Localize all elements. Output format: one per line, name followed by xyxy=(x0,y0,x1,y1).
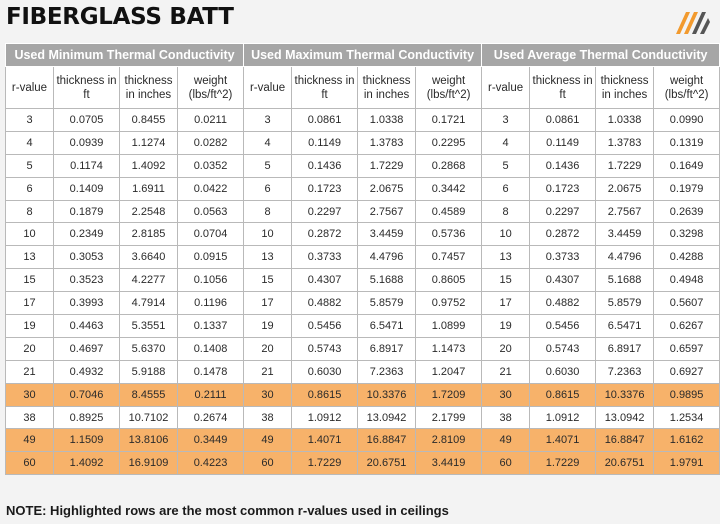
avg-weight-cell: 1.6162 xyxy=(654,429,720,452)
max-thickness-inches-cell: 3.4459 xyxy=(358,223,416,246)
avg-thickness-inches-cell: 20.6751 xyxy=(596,452,654,475)
insulation-table xyxy=(5,43,720,475)
min-thickness-ft-cell: 0.3053 xyxy=(54,246,120,269)
min-weight-cell: 0.4223 xyxy=(178,452,244,475)
avg-thickness-inches-cell: 6.8917 xyxy=(596,337,654,360)
avg-weight-cell: 0.0990 xyxy=(654,109,720,132)
min-thickness-ft-cell: 0.4463 xyxy=(54,315,120,338)
r-value-cell: 17 xyxy=(6,292,54,315)
max-weight-cell: 0.3442 xyxy=(416,177,482,200)
table-row xyxy=(6,269,720,292)
max-weight-cell: 0.4589 xyxy=(416,200,482,223)
col-weight: weight (lbs/ft^2) xyxy=(178,67,244,109)
footnote: NOTE: Highlighted rows are the most common r-values used in ceilings xyxy=(6,503,449,518)
r-value-cell: 49 xyxy=(244,429,292,452)
avg-thickness-ft-cell: 1.7229 xyxy=(530,452,596,475)
min-weight-cell: 0.2674 xyxy=(178,406,244,429)
table-row xyxy=(6,315,720,338)
max-weight-cell: 0.7457 xyxy=(416,246,482,269)
max-thickness-inches-cell: 7.2363 xyxy=(358,360,416,383)
max-thickness-inches-cell: 1.3783 xyxy=(358,131,416,154)
min-weight-cell: 0.3449 xyxy=(178,429,244,452)
min-thickness-inches-cell: 0.8455 xyxy=(120,109,178,132)
avg-thickness-ft-cell: 0.2872 xyxy=(530,223,596,246)
r-value-cell: 38 xyxy=(6,406,54,429)
r-value-cell: 49 xyxy=(6,429,54,452)
avg-thickness-ft-cell: 0.4307 xyxy=(530,269,596,292)
avg-thickness-ft-cell: 1.4071 xyxy=(530,429,596,452)
table-row xyxy=(6,154,720,177)
r-value-cell: 17 xyxy=(244,292,292,315)
avg-weight-cell: 0.4288 xyxy=(654,246,720,269)
max-weight-cell: 0.9752 xyxy=(416,292,482,315)
max-thickness-ft-cell: 0.6030 xyxy=(292,360,358,383)
max-thickness-ft-cell: 0.1149 xyxy=(292,131,358,154)
r-value-cell: 60 xyxy=(244,452,292,475)
max-weight-cell: 0.5736 xyxy=(416,223,482,246)
min-thickness-ft-cell: 0.1879 xyxy=(54,200,120,223)
r-value-cell: 13 xyxy=(6,246,54,269)
max-thickness-ft-cell: 1.0912 xyxy=(292,406,358,429)
avg-weight-cell: 0.3298 xyxy=(654,223,720,246)
group-header-min: Used Minimum Thermal Conductivity xyxy=(6,44,244,67)
max-thickness-inches-cell: 2.0675 xyxy=(358,177,416,200)
table-row xyxy=(6,223,720,246)
min-weight-cell: 0.2111 xyxy=(178,383,244,406)
max-thickness-inches-cell: 5.8579 xyxy=(358,292,416,315)
col-r-value: r-value xyxy=(244,67,292,109)
r-value-cell: 60 xyxy=(482,452,530,475)
min-thickness-inches-cell: 2.2548 xyxy=(120,200,178,223)
r-value-cell: 17 xyxy=(482,292,530,315)
max-thickness-inches-cell: 20.6751 xyxy=(358,452,416,475)
table-row xyxy=(6,360,720,383)
r-value-cell: 21 xyxy=(244,360,292,383)
min-weight-cell: 0.0211 xyxy=(178,109,244,132)
avg-thickness-inches-cell: 3.4459 xyxy=(596,223,654,246)
max-thickness-inches-cell: 5.1688 xyxy=(358,269,416,292)
col-weight: weight (lbs/ft^2) xyxy=(416,67,482,109)
min-thickness-ft-cell: 0.0939 xyxy=(54,131,120,154)
r-value-cell: 15 xyxy=(482,269,530,292)
r-value-cell: 20 xyxy=(482,337,530,360)
avg-thickness-ft-cell: 0.1723 xyxy=(530,177,596,200)
min-thickness-ft-cell: 0.7046 xyxy=(54,383,120,406)
table-row xyxy=(6,383,720,406)
min-thickness-ft-cell: 1.1509 xyxy=(54,429,120,452)
max-thickness-ft-cell: 0.1723 xyxy=(292,177,358,200)
table-row xyxy=(6,406,720,429)
avg-thickness-ft-cell: 0.3733 xyxy=(530,246,596,269)
min-thickness-ft-cell: 0.1174 xyxy=(54,154,120,177)
max-weight-cell: 0.1721 xyxy=(416,109,482,132)
r-value-cell: 21 xyxy=(482,360,530,383)
group-header-row xyxy=(6,44,720,67)
max-thickness-ft-cell: 0.2297 xyxy=(292,200,358,223)
avg-thickness-inches-cell: 1.0338 xyxy=(596,109,654,132)
max-weight-cell: 1.7209 xyxy=(416,383,482,406)
r-value-cell: 30 xyxy=(6,383,54,406)
avg-thickness-ft-cell: 0.5456 xyxy=(530,315,596,338)
avg-thickness-inches-cell: 5.8579 xyxy=(596,292,654,315)
avg-thickness-ft-cell: 0.1436 xyxy=(530,154,596,177)
max-thickness-ft-cell: 0.2872 xyxy=(292,223,358,246)
r-value-cell: 10 xyxy=(244,223,292,246)
table-row xyxy=(6,452,720,475)
r-value-cell: 4 xyxy=(482,131,530,154)
avg-thickness-inches-cell: 2.0675 xyxy=(596,177,654,200)
max-thickness-inches-cell: 4.4796 xyxy=(358,246,416,269)
max-thickness-inches-cell: 1.0338 xyxy=(358,109,416,132)
avg-thickness-inches-cell: 10.3376 xyxy=(596,383,654,406)
col-thickness-inches: thickness in inches xyxy=(358,67,416,109)
min-thickness-ft-cell: 0.4697 xyxy=(54,337,120,360)
avg-weight-cell: 1.2534 xyxy=(654,406,720,429)
avg-weight-cell: 0.5607 xyxy=(654,292,720,315)
avg-thickness-ft-cell: 0.8615 xyxy=(530,383,596,406)
avg-thickness-inches-cell: 6.5471 xyxy=(596,315,654,338)
avg-weight-cell: 0.6927 xyxy=(654,360,720,383)
max-weight-cell: 0.8605 xyxy=(416,269,482,292)
min-weight-cell: 0.0563 xyxy=(178,200,244,223)
avg-thickness-inches-cell: 2.7567 xyxy=(596,200,654,223)
max-thickness-inches-cell: 2.7567 xyxy=(358,200,416,223)
min-weight-cell: 0.0915 xyxy=(178,246,244,269)
min-weight-cell: 0.0422 xyxy=(178,177,244,200)
avg-weight-cell: 0.2639 xyxy=(654,200,720,223)
col-weight: weight (lbs/ft^2) xyxy=(654,67,720,109)
r-value-cell: 13 xyxy=(482,246,530,269)
max-thickness-inches-cell: 1.7229 xyxy=(358,154,416,177)
min-thickness-ft-cell: 0.3523 xyxy=(54,269,120,292)
table-row xyxy=(6,429,720,452)
max-weight-cell: 3.4419 xyxy=(416,452,482,475)
min-thickness-inches-cell: 3.6640 xyxy=(120,246,178,269)
avg-thickness-ft-cell: 0.2297 xyxy=(530,200,596,223)
r-value-cell: 20 xyxy=(244,337,292,360)
avg-weight-cell: 0.4948 xyxy=(654,269,720,292)
r-value-cell: 6 xyxy=(482,177,530,200)
r-value-cell: 30 xyxy=(482,383,530,406)
table-row xyxy=(6,177,720,200)
max-weight-cell: 2.1799 xyxy=(416,406,482,429)
group-header-avg: Used Average Thermal Conductivity xyxy=(482,44,720,67)
max-thickness-ft-cell: 0.5743 xyxy=(292,337,358,360)
r-value-cell: 38 xyxy=(244,406,292,429)
r-value-cell: 20 xyxy=(6,337,54,360)
avg-thickness-ft-cell: 0.1149 xyxy=(530,131,596,154)
max-weight-cell: 0.2868 xyxy=(416,154,482,177)
min-thickness-inches-cell: 2.8185 xyxy=(120,223,178,246)
avg-thickness-ft-cell: 0.6030 xyxy=(530,360,596,383)
max-thickness-ft-cell: 0.1436 xyxy=(292,154,358,177)
min-weight-cell: 0.1056 xyxy=(178,269,244,292)
r-value-cell: 3 xyxy=(482,109,530,132)
table-body xyxy=(6,109,720,475)
max-weight-cell: 0.2295 xyxy=(416,131,482,154)
avg-thickness-inches-cell: 13.0942 xyxy=(596,406,654,429)
r-value-cell: 3 xyxy=(6,109,54,132)
min-thickness-inches-cell: 13.8106 xyxy=(120,429,178,452)
min-thickness-ft-cell: 0.0705 xyxy=(54,109,120,132)
r-value-cell: 10 xyxy=(6,223,54,246)
col-thickness-ft: thickness in ft xyxy=(54,67,120,109)
r-value-cell: 8 xyxy=(482,200,530,223)
min-weight-cell: 0.1478 xyxy=(178,360,244,383)
min-thickness-inches-cell: 5.9188 xyxy=(120,360,178,383)
r-value-cell: 60 xyxy=(6,452,54,475)
table-row xyxy=(6,200,720,223)
group-header-max: Used Maximum Thermal Conductivity xyxy=(244,44,482,67)
min-thickness-inches-cell: 16.9109 xyxy=(120,452,178,475)
min-thickness-inches-cell: 8.4555 xyxy=(120,383,178,406)
col-r-value: r-value xyxy=(482,67,530,109)
page-title: FIBERGLASS BATT xyxy=(6,4,234,30)
r-value-cell: 6 xyxy=(244,177,292,200)
min-weight-cell: 0.1408 xyxy=(178,337,244,360)
r-value-cell: 21 xyxy=(6,360,54,383)
avg-weight-cell: 0.1979 xyxy=(654,177,720,200)
max-thickness-ft-cell: 0.4882 xyxy=(292,292,358,315)
r-value-cell: 5 xyxy=(244,154,292,177)
max-thickness-ft-cell: 0.0861 xyxy=(292,109,358,132)
r-value-cell: 6 xyxy=(6,177,54,200)
avg-thickness-inches-cell: 1.7229 xyxy=(596,154,654,177)
max-thickness-ft-cell: 0.4307 xyxy=(292,269,358,292)
min-thickness-inches-cell: 1.4092 xyxy=(120,154,178,177)
min-thickness-inches-cell: 4.2277 xyxy=(120,269,178,292)
min-thickness-inches-cell: 5.6370 xyxy=(120,337,178,360)
min-weight-cell: 0.0282 xyxy=(178,131,244,154)
r-value-cell: 5 xyxy=(6,154,54,177)
avg-weight-cell: 0.6597 xyxy=(654,337,720,360)
max-weight-cell: 1.0899 xyxy=(416,315,482,338)
min-weight-cell: 0.0352 xyxy=(178,154,244,177)
max-weight-cell: 2.8109 xyxy=(416,429,482,452)
min-thickness-inches-cell: 4.7914 xyxy=(120,292,178,315)
min-weight-cell: 0.1196 xyxy=(178,292,244,315)
r-value-cell: 38 xyxy=(482,406,530,429)
min-thickness-inches-cell: 10.7102 xyxy=(120,406,178,429)
min-thickness-ft-cell: 0.8925 xyxy=(54,406,120,429)
r-value-cell: 30 xyxy=(244,383,292,406)
max-weight-cell: 1.1473 xyxy=(416,337,482,360)
r-value-cell: 15 xyxy=(244,269,292,292)
max-thickness-ft-cell: 1.7229 xyxy=(292,452,358,475)
column-header-row xyxy=(6,67,720,109)
max-thickness-inches-cell: 16.8847 xyxy=(358,429,416,452)
table-row xyxy=(6,109,720,132)
avg-thickness-inches-cell: 16.8847 xyxy=(596,429,654,452)
col-r-value: r-value xyxy=(6,67,54,109)
col-thickness-inches: thickness in inches xyxy=(120,67,178,109)
r-value-cell: 8 xyxy=(244,200,292,223)
max-thickness-inches-cell: 6.5471 xyxy=(358,315,416,338)
avg-thickness-ft-cell: 0.5743 xyxy=(530,337,596,360)
max-thickness-ft-cell: 1.4071 xyxy=(292,429,358,452)
avg-weight-cell: 1.9791 xyxy=(654,452,720,475)
min-weight-cell: 0.0704 xyxy=(178,223,244,246)
r-value-cell: 15 xyxy=(6,269,54,292)
min-thickness-inches-cell: 1.6911 xyxy=(120,177,178,200)
max-thickness-inches-cell: 13.0942 xyxy=(358,406,416,429)
r-value-cell: 4 xyxy=(244,131,292,154)
house-roof-logo-icon xyxy=(674,6,712,36)
col-thickness-inches: thickness in inches xyxy=(596,67,654,109)
avg-thickness-ft-cell: 1.0912 xyxy=(530,406,596,429)
max-weight-cell: 1.2047 xyxy=(416,360,482,383)
min-thickness-ft-cell: 0.4932 xyxy=(54,360,120,383)
r-value-cell: 49 xyxy=(482,429,530,452)
avg-thickness-inches-cell: 1.3783 xyxy=(596,131,654,154)
max-thickness-ft-cell: 0.8615 xyxy=(292,383,358,406)
max-thickness-ft-cell: 0.3733 xyxy=(292,246,358,269)
max-thickness-inches-cell: 10.3376 xyxy=(358,383,416,406)
r-value-cell: 19 xyxy=(244,315,292,338)
max-thickness-inches-cell: 6.8917 xyxy=(358,337,416,360)
table-row xyxy=(6,246,720,269)
avg-weight-cell: 0.6267 xyxy=(654,315,720,338)
avg-thickness-inches-cell: 5.1688 xyxy=(596,269,654,292)
avg-thickness-inches-cell: 4.4796 xyxy=(596,246,654,269)
max-thickness-ft-cell: 0.5456 xyxy=(292,315,358,338)
avg-weight-cell: 0.1649 xyxy=(654,154,720,177)
r-value-cell: 19 xyxy=(6,315,54,338)
avg-weight-cell: 0.1319 xyxy=(654,131,720,154)
r-value-cell: 10 xyxy=(482,223,530,246)
min-thickness-inches-cell: 5.3551 xyxy=(120,315,178,338)
avg-thickness-inches-cell: 7.2363 xyxy=(596,360,654,383)
min-thickness-ft-cell: 0.1409 xyxy=(54,177,120,200)
table-row xyxy=(6,292,720,315)
col-thickness-ft: thickness in ft xyxy=(292,67,358,109)
r-value-cell: 8 xyxy=(6,200,54,223)
r-value-cell: 3 xyxy=(244,109,292,132)
avg-thickness-ft-cell: 0.0861 xyxy=(530,109,596,132)
table-row xyxy=(6,337,720,360)
avg-weight-cell: 0.9895 xyxy=(654,383,720,406)
min-thickness-ft-cell: 0.2349 xyxy=(54,223,120,246)
r-value-cell: 13 xyxy=(244,246,292,269)
table-row xyxy=(6,131,720,154)
min-thickness-ft-cell: 1.4092 xyxy=(54,452,120,475)
r-value-cell: 5 xyxy=(482,154,530,177)
min-weight-cell: 0.1337 xyxy=(178,315,244,338)
avg-thickness-ft-cell: 0.4882 xyxy=(530,292,596,315)
r-value-cell: 4 xyxy=(6,131,54,154)
r-value-cell: 19 xyxy=(482,315,530,338)
min-thickness-ft-cell: 0.3993 xyxy=(54,292,120,315)
min-thickness-inches-cell: 1.1274 xyxy=(120,131,178,154)
col-thickness-ft: thickness in ft xyxy=(530,67,596,109)
